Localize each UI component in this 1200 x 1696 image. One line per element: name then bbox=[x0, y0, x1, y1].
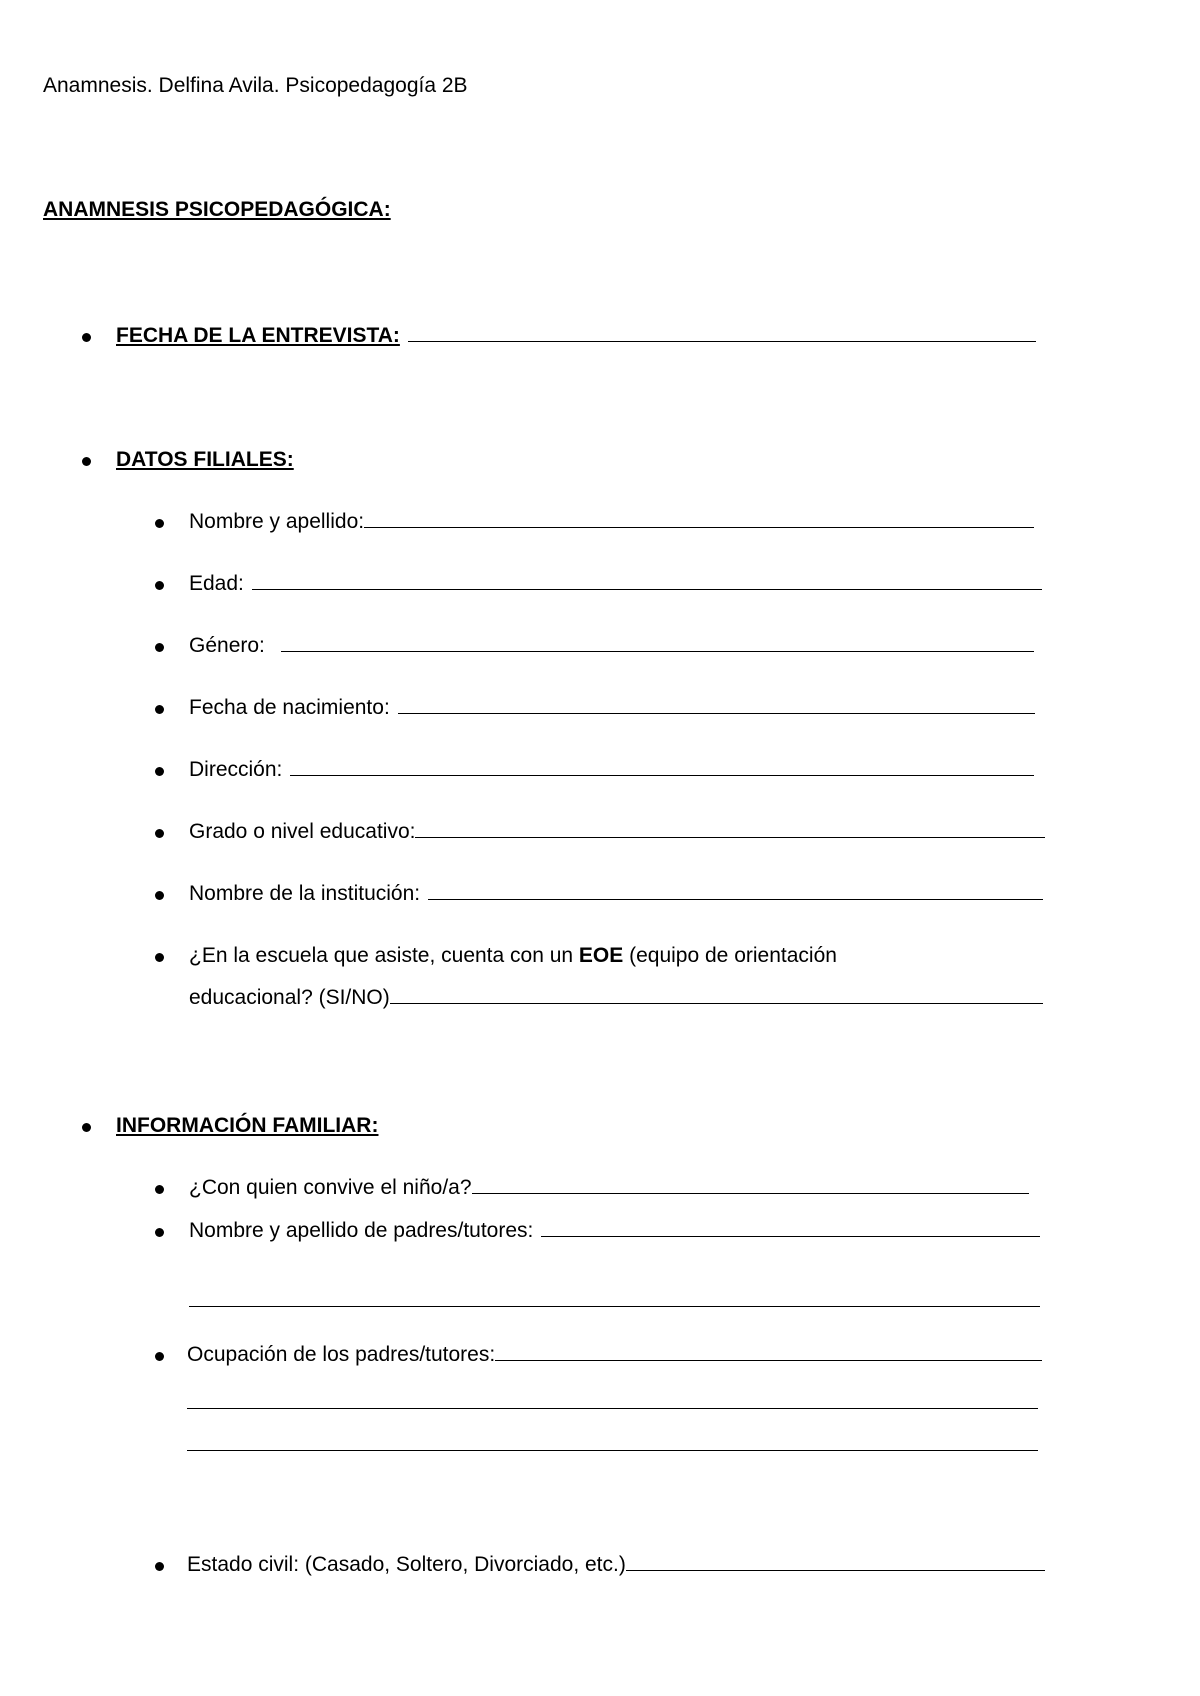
bullet-icon bbox=[155, 953, 164, 962]
edad-field bbox=[189, 571, 1042, 597]
document-title: ANAMNESIS PSICOPEDAGÓGICA: bbox=[43, 198, 391, 221]
grado-nivel-blank[interactable] bbox=[415, 836, 1045, 838]
ocupacion-blank-3[interactable] bbox=[187, 1450, 1038, 1451]
nombre-apellido-blank[interactable] bbox=[364, 526, 1034, 528]
genero-blank[interactable] bbox=[281, 650, 1034, 652]
bullet-icon bbox=[155, 519, 164, 528]
estado-civil-field bbox=[187, 1552, 1045, 1578]
fecha-nacimiento-field bbox=[189, 695, 1035, 721]
direccion-blank[interactable] bbox=[290, 774, 1034, 776]
eoe-blank[interactable] bbox=[390, 1002, 1043, 1004]
page-header: Anamnesis. Delfina Avila. Psicopedagogía 2B bbox=[43, 74, 468, 97]
institucion-label: Nombre de la institución: bbox=[189, 882, 421, 905]
genero-field bbox=[189, 633, 1034, 659]
nombre-apellido-label: Nombre y apellido: bbox=[189, 510, 365, 533]
bullet-icon bbox=[155, 643, 164, 652]
estado-civil-label: Estado civil: (Casado, Soltero, Divorciado, etc.) bbox=[187, 1553, 626, 1576]
bullet-icon bbox=[155, 891, 164, 900]
fecha-entrevista-field bbox=[116, 323, 1036, 349]
convive-field bbox=[189, 1175, 1029, 1201]
fecha-nacimiento-label: Fecha de nacimiento: bbox=[189, 696, 390, 719]
bullet-icon bbox=[155, 1228, 164, 1237]
bullet-icon bbox=[82, 333, 91, 342]
eoe-question-pre: ¿En la escuela que asiste, cuenta con un bbox=[189, 944, 579, 967]
fecha-entrevista-label: FECHA DE LA ENTREVISTA: bbox=[116, 324, 400, 347]
convive-blank[interactable] bbox=[472, 1192, 1029, 1194]
eoe-question-line1 bbox=[189, 943, 837, 969]
bullet-icon bbox=[155, 1562, 164, 1571]
convive-label: ¿Con quien convive el niño/a? bbox=[189, 1176, 472, 1199]
datos-filiales-heading: DATOS FILIALES: bbox=[116, 448, 294, 471]
eoe-question-field bbox=[189, 985, 1043, 1011]
eoe-acronym: EOE bbox=[578, 944, 624, 967]
grado-nivel-label: Grado o nivel educativo: bbox=[189, 820, 416, 843]
bullet-icon bbox=[155, 705, 164, 714]
institucion-blank[interactable] bbox=[428, 898, 1043, 900]
bullet-icon bbox=[82, 1123, 91, 1132]
ocupacion-field bbox=[187, 1342, 1042, 1368]
bullet-icon bbox=[155, 581, 164, 590]
edad-label: Edad: bbox=[189, 572, 244, 595]
eoe-question-post: (equipo de orientación bbox=[623, 944, 837, 967]
fecha-entrevista-blank[interactable] bbox=[408, 340, 1036, 342]
bullet-icon bbox=[155, 1352, 164, 1361]
nombre-apellido-field bbox=[189, 509, 1034, 535]
padres-nombre-field bbox=[189, 1218, 1040, 1244]
ocupacion-blank-2[interactable] bbox=[187, 1408, 1038, 1409]
padres-nombre-label: Nombre y apellido de padres/tutores: bbox=[189, 1219, 534, 1242]
bullet-icon bbox=[155, 1185, 164, 1194]
informacion-familiar-heading: INFORMACIÓN FAMILIAR: bbox=[116, 1114, 379, 1137]
ocupacion-label: Ocupación de los padres/tutores: bbox=[187, 1343, 496, 1366]
edad-blank[interactable] bbox=[252, 588, 1042, 590]
bullet-icon bbox=[82, 457, 91, 466]
direccion-label: Dirección: bbox=[189, 758, 283, 781]
ocupacion-blank[interactable] bbox=[495, 1359, 1042, 1361]
bullet-icon bbox=[155, 767, 164, 776]
fecha-nacimiento-blank[interactable] bbox=[398, 712, 1035, 714]
bullet-icon bbox=[155, 829, 164, 838]
direccion-field bbox=[189, 757, 1034, 783]
grado-nivel-field bbox=[189, 819, 1045, 845]
padres-nombre-blank[interactable] bbox=[541, 1235, 1040, 1237]
estado-civil-blank[interactable] bbox=[626, 1569, 1045, 1571]
institucion-field bbox=[189, 881, 1043, 907]
genero-label: Género: bbox=[189, 634, 265, 657]
padres-nombre-blank-2[interactable] bbox=[189, 1306, 1040, 1307]
eoe-question-line2: educacional? (SI/NO) bbox=[189, 986, 390, 1009]
